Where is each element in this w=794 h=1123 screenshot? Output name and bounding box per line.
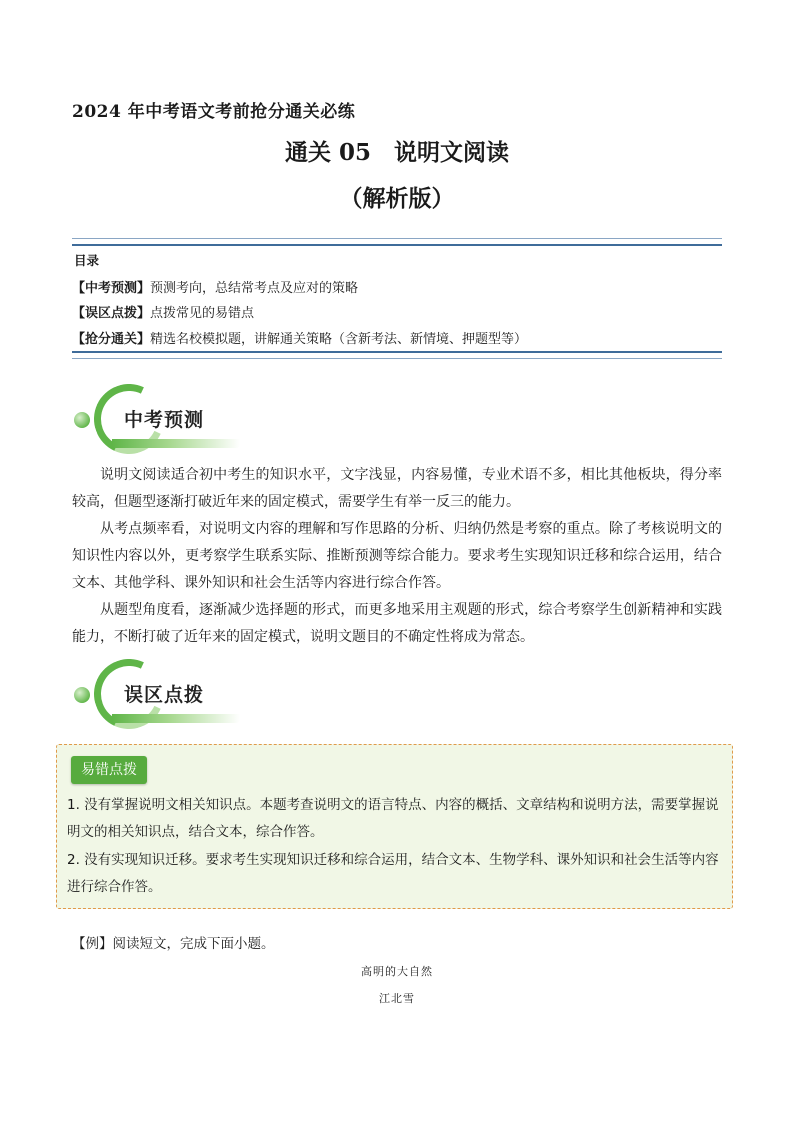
underline-bar — [112, 714, 240, 723]
toc-item-forecast: 【中考预测】预测考向，总结常考点及应对的策略 — [72, 281, 359, 296]
section-label: 误区点拨 — [124, 684, 205, 706]
paragraph: 说明文阅读适合初中考生的知识水平，文字浅显，内容易懂，专业术语不多，相比其他板块，得分率较高，但题型逐渐打破近年来的固定模式，需要学生有举一反三的能力。 — [72, 467, 722, 510]
tip-tag: 易错点拨 — [71, 756, 147, 784]
section-header-forecast — [72, 384, 252, 464]
underline-bar — [112, 439, 240, 448]
toc-bottom-rule — [72, 351, 722, 359]
toc-title: 目录 — [74, 253, 100, 268]
toc-item-pitfalls: 【误区点拨】点拨常见的易错点 — [72, 306, 255, 321]
paragraph: 从题型角度看，逐渐减少选择题的形式，而更多地采用主观题的形式，综合考察学生创新精神和实践能力，不断打破了近年来的固定模式，说明文题目的不确定性将成为常态。 — [72, 602, 722, 645]
example-intro: 【例】阅读短文，完成下面小题。 — [72, 936, 275, 952]
article-title: 高明的大自然 — [361, 965, 433, 978]
tip-box — [56, 744, 733, 909]
document-subtitle: （解析版） — [339, 185, 455, 212]
article-author: 江北雪 — [379, 992, 415, 1005]
section-label: 中考预测 — [124, 409, 205, 431]
document-title: 通关 05 说明文阅读 — [284, 139, 509, 166]
toc-top-rule — [72, 238, 722, 246]
bullet-dot-icon — [74, 687, 90, 703]
bullet-dot-icon — [74, 412, 90, 428]
section-header-pitfalls — [72, 659, 252, 739]
tip-item: 2. 没有实现知识迁移。要求考生实现知识迁移和综合运用，结合文本、生物学科、课外知识和社会生活等内容进行综合作答。 — [67, 852, 719, 895]
toc-item-practice: 【抢分通关】精选名校模拟题，讲解通关策略（含新考法、新情境、押题型等） — [72, 332, 528, 347]
tip-item: 1. 没有掌握说明文相关知识点。本题考查说明文的语言特点、内容的概括、文章结构和说明方法，需要掌握说明文的相关知识点，结合文本，综合作答。 — [67, 797, 719, 840]
paragraph: 从考点频率看，对说明文内容的理解和写作思路的分析、归纳仍然是考察的重点。除了考核说明文的知识性内容以外，更考察学生联系实际、推断预测等综合能力。要求考生实现知识迁移和综合运用，结合文本、其他学科、课外知识和社会生活等内容进行综合作答。 — [72, 521, 722, 591]
series-title: 2024 年中考语文考前抢分通关必练 — [72, 102, 356, 122]
